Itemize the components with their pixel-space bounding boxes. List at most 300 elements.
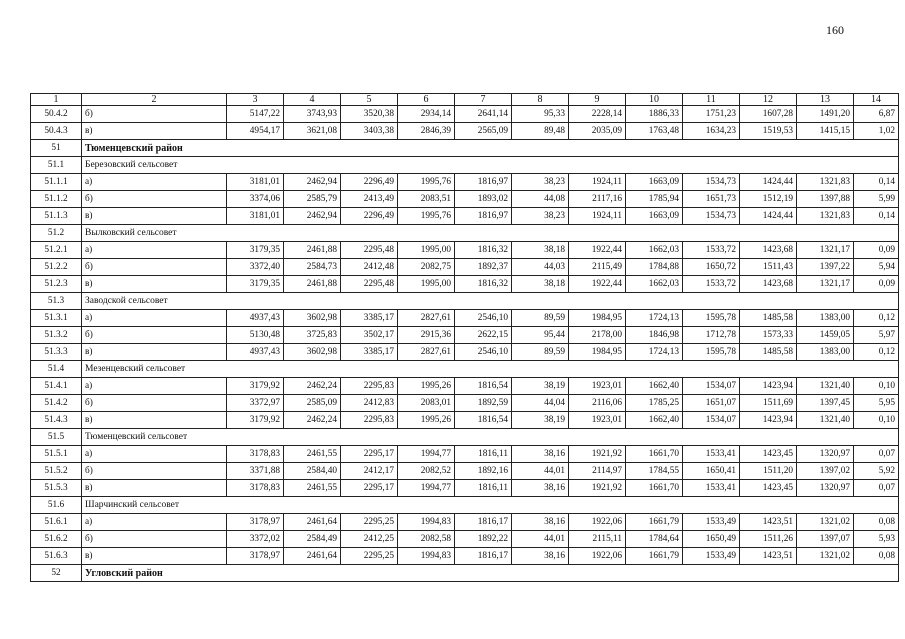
value-cell: 2082,58 — [398, 531, 455, 548]
value-cell: 1321,02 — [797, 514, 854, 531]
empty-cell — [740, 497, 797, 514]
column-number-cell: 13 — [797, 94, 854, 106]
row-label: а) — [82, 310, 227, 327]
table-row — [31, 463, 899, 480]
value-cell: 1534,73 — [683, 208, 740, 225]
row-code: 51.6.3 — [31, 548, 82, 565]
value-cell: 2915,36 — [398, 327, 455, 344]
empty-cell — [227, 361, 284, 378]
value-cell: 1512,19 — [740, 191, 797, 208]
table-row — [31, 446, 899, 463]
value-cell: 3502,17 — [341, 327, 398, 344]
empty-cell — [341, 361, 398, 378]
value-cell: 89,59 — [512, 344, 569, 361]
value-cell: 2295,17 — [341, 446, 398, 463]
page-number: 160 — [826, 23, 844, 37]
empty-cell — [512, 361, 569, 378]
value-cell: 1662,40 — [626, 378, 683, 395]
empty-cell — [626, 497, 683, 514]
empty-cell — [740, 361, 797, 378]
empty-cell — [797, 140, 854, 157]
value-cell: 5147,22 — [227, 106, 284, 123]
value-cell: 2295,83 — [341, 378, 398, 395]
council-heading-row — [31, 429, 899, 446]
value-cell: 0,12 — [854, 344, 899, 361]
empty-cell — [683, 293, 740, 310]
value-cell: 1923,01 — [569, 378, 626, 395]
empty-cell — [683, 157, 740, 174]
empty-cell — [854, 225, 899, 242]
value-cell: 3179,92 — [227, 378, 284, 395]
value-cell: 95,44 — [512, 327, 569, 344]
empty-cell — [797, 225, 854, 242]
value-cell: 1650,49 — [683, 531, 740, 548]
row-label: в) — [82, 548, 227, 565]
value-cell: 1763,48 — [626, 123, 683, 140]
value-cell: 2461,64 — [284, 548, 341, 565]
value-cell: 1533,72 — [683, 242, 740, 259]
value-cell: 2461,55 — [284, 446, 341, 463]
row-label: б) — [82, 327, 227, 344]
value-cell: 44,04 — [512, 395, 569, 412]
empty-cell — [626, 157, 683, 174]
value-cell: 38,16 — [512, 446, 569, 463]
value-cell: 0,10 — [854, 378, 899, 395]
empty-cell — [512, 565, 569, 582]
value-cell: 1886,33 — [626, 106, 683, 123]
value-cell: 3178,97 — [227, 514, 284, 531]
value-cell: 1397,07 — [797, 531, 854, 548]
value-cell: 2462,24 — [284, 412, 341, 429]
value-cell: 3372,40 — [227, 259, 284, 276]
row-label: в) — [82, 344, 227, 361]
value-cell: 1994,83 — [398, 548, 455, 565]
empty-cell — [227, 225, 284, 242]
value-cell: 1892,59 — [455, 395, 512, 412]
value-cell: 2412,17 — [341, 463, 398, 480]
empty-cell — [341, 497, 398, 514]
council-name: Березовский сельсовет — [82, 157, 227, 174]
row-code: 51.2.3 — [31, 276, 82, 293]
empty-cell — [854, 293, 899, 310]
council-heading-row — [31, 497, 899, 514]
empty-cell — [797, 293, 854, 310]
value-cell: 0,14 — [854, 208, 899, 225]
value-cell: 2934,14 — [398, 106, 455, 123]
empty-cell — [854, 565, 899, 582]
value-cell: 1921,92 — [569, 480, 626, 497]
column-number-cell: 5 — [341, 94, 398, 106]
value-cell: 1924,11 — [569, 174, 626, 191]
empty-cell — [227, 497, 284, 514]
row-code: 51.3.1 — [31, 310, 82, 327]
value-cell: 1922,06 — [569, 514, 626, 531]
value-cell: 2082,75 — [398, 259, 455, 276]
value-cell: 1423,51 — [740, 514, 797, 531]
row-code: 51.3 — [31, 293, 82, 310]
value-cell: 3181,01 — [227, 208, 284, 225]
empty-cell — [569, 565, 626, 582]
value-cell: 2846,39 — [398, 123, 455, 140]
empty-cell — [683, 361, 740, 378]
value-cell: 38,18 — [512, 276, 569, 293]
value-cell: 1320,97 — [797, 446, 854, 463]
value-cell: 1485,58 — [740, 344, 797, 361]
value-cell: 2178,00 — [569, 327, 626, 344]
value-cell: 2585,79 — [284, 191, 341, 208]
empty-cell — [854, 140, 899, 157]
column-number-cell: 9 — [569, 94, 626, 106]
value-cell: 5,97 — [854, 327, 899, 344]
value-cell: 1511,20 — [740, 463, 797, 480]
table-row — [31, 344, 899, 361]
value-cell: 1816,11 — [455, 446, 512, 463]
table-row — [31, 514, 899, 531]
value-cell: 3621,08 — [284, 123, 341, 140]
value-cell: 1650,41 — [683, 463, 740, 480]
value-cell: 1533,49 — [683, 514, 740, 531]
value-cell: 1383,00 — [797, 344, 854, 361]
value-cell: 1924,11 — [569, 208, 626, 225]
value-cell: 1321,17 — [797, 242, 854, 259]
row-code: 51.5 — [31, 429, 82, 446]
empty-cell — [284, 293, 341, 310]
value-cell: 1995,26 — [398, 378, 455, 395]
value-cell: 1661,70 — [626, 480, 683, 497]
council-name: Шарчинский сельсовет — [82, 497, 227, 514]
value-cell: 38,18 — [512, 242, 569, 259]
value-cell: 1995,76 — [398, 208, 455, 225]
value-cell: 1816,11 — [455, 480, 512, 497]
value-cell: 38,23 — [512, 174, 569, 191]
value-cell: 2462,94 — [284, 208, 341, 225]
value-cell: 1573,33 — [740, 327, 797, 344]
row-label: а) — [82, 242, 227, 259]
empty-cell — [797, 497, 854, 514]
value-cell: 1397,45 — [797, 395, 854, 412]
empty-cell — [683, 225, 740, 242]
empty-cell — [740, 565, 797, 582]
value-cell: 1662,03 — [626, 242, 683, 259]
value-cell: 1724,13 — [626, 344, 683, 361]
value-cell: 1651,07 — [683, 395, 740, 412]
empty-cell — [398, 565, 455, 582]
empty-cell — [455, 293, 512, 310]
value-cell: 44,08 — [512, 191, 569, 208]
empty-cell — [341, 140, 398, 157]
empty-cell — [455, 565, 512, 582]
value-cell: 2584,40 — [284, 463, 341, 480]
column-number-cell: 1 — [31, 94, 82, 106]
table-row — [31, 276, 899, 293]
value-cell: 1661,79 — [626, 548, 683, 565]
value-cell: 1533,41 — [683, 446, 740, 463]
row-code: 50.4.3 — [31, 123, 82, 140]
table-row — [31, 208, 899, 225]
empty-cell — [227, 429, 284, 446]
value-cell: 0,07 — [854, 480, 899, 497]
value-cell: 3743,93 — [284, 106, 341, 123]
value-cell: 1424,44 — [740, 174, 797, 191]
table-body — [31, 106, 899, 582]
value-cell: 0,12 — [854, 310, 899, 327]
empty-cell — [512, 140, 569, 157]
empty-cell — [341, 157, 398, 174]
value-cell: 3181,01 — [227, 174, 284, 191]
empty-cell — [284, 497, 341, 514]
value-cell: 2083,01 — [398, 395, 455, 412]
value-cell: 3178,83 — [227, 446, 284, 463]
value-cell: 3178,83 — [227, 480, 284, 497]
empty-cell — [797, 361, 854, 378]
value-cell: 1423,68 — [740, 242, 797, 259]
value-cell: 38,23 — [512, 208, 569, 225]
row-label: а) — [82, 174, 227, 191]
table-row — [31, 480, 899, 497]
value-cell: 3372,02 — [227, 531, 284, 548]
value-cell: 0,08 — [854, 548, 899, 565]
value-cell: 1320,97 — [797, 480, 854, 497]
row-code: 51.3.2 — [31, 327, 82, 344]
value-cell: 1321,83 — [797, 208, 854, 225]
value-cell: 0,08 — [854, 514, 899, 531]
value-cell: 2295,83 — [341, 412, 398, 429]
council-heading-row — [31, 225, 899, 242]
empty-cell — [740, 140, 797, 157]
value-cell: 0,09 — [854, 276, 899, 293]
row-code: 51.1 — [31, 157, 82, 174]
value-cell: 1321,40 — [797, 378, 854, 395]
empty-cell — [455, 225, 512, 242]
empty-cell — [626, 293, 683, 310]
empty-cell — [227, 565, 284, 582]
value-cell: 1321,83 — [797, 174, 854, 191]
value-cell: 5,92 — [854, 463, 899, 480]
value-cell: 1995,76 — [398, 174, 455, 191]
council-name: Заводской сельсовет — [82, 293, 227, 310]
value-cell: 2461,64 — [284, 514, 341, 531]
value-cell: 2295,17 — [341, 480, 398, 497]
value-cell: 1785,25 — [626, 395, 683, 412]
value-cell: 38,16 — [512, 548, 569, 565]
row-label: б) — [82, 106, 227, 123]
value-cell: 1816,97 — [455, 174, 512, 191]
value-cell: 1485,58 — [740, 310, 797, 327]
value-cell: 3179,35 — [227, 276, 284, 293]
council-name: Мезенцевский сельсовет — [82, 361, 227, 378]
value-cell: 1533,49 — [683, 548, 740, 565]
table-row — [31, 548, 899, 565]
value-cell: 2461,55 — [284, 480, 341, 497]
value-cell: 3385,17 — [341, 310, 398, 327]
table-row — [31, 395, 899, 412]
value-cell: 1595,78 — [683, 344, 740, 361]
empty-cell — [455, 361, 512, 378]
empty-cell — [797, 157, 854, 174]
value-cell: 1650,72 — [683, 259, 740, 276]
empty-cell — [512, 497, 569, 514]
value-cell: 1415,15 — [797, 123, 854, 140]
empty-cell — [683, 140, 740, 157]
value-cell: 2827,61 — [398, 344, 455, 361]
value-cell: 3520,38 — [341, 106, 398, 123]
empty-cell — [227, 157, 284, 174]
value-cell: 3372,97 — [227, 395, 284, 412]
empty-cell — [398, 157, 455, 174]
empty-cell — [284, 157, 341, 174]
value-cell: 89,59 — [512, 310, 569, 327]
value-cell: 1534,73 — [683, 174, 740, 191]
row-code: 51.1.1 — [31, 174, 82, 191]
value-cell: 1651,73 — [683, 191, 740, 208]
value-cell: 2462,94 — [284, 174, 341, 191]
district-heading-row — [31, 140, 899, 157]
value-cell: 1533,72 — [683, 276, 740, 293]
empty-cell — [683, 429, 740, 446]
value-cell: 1994,77 — [398, 446, 455, 463]
value-cell: 3179,35 — [227, 242, 284, 259]
value-cell: 1533,41 — [683, 480, 740, 497]
value-cell: 2584,49 — [284, 531, 341, 548]
row-label: б) — [82, 463, 227, 480]
value-cell: 0,09 — [854, 242, 899, 259]
empty-cell — [569, 429, 626, 446]
row-label: в) — [82, 276, 227, 293]
value-cell: 1663,09 — [626, 208, 683, 225]
table-row — [31, 174, 899, 191]
table-row — [31, 191, 899, 208]
value-cell: 1922,44 — [569, 276, 626, 293]
column-number-cell: 3 — [227, 94, 284, 106]
value-cell: 44,03 — [512, 259, 569, 276]
value-cell: 0,14 — [854, 174, 899, 191]
value-cell: 5,93 — [854, 531, 899, 548]
table-row — [31, 123, 899, 140]
value-cell: 1595,78 — [683, 310, 740, 327]
empty-cell — [455, 140, 512, 157]
value-cell: 2546,10 — [455, 344, 512, 361]
value-cell: 5,99 — [854, 191, 899, 208]
value-cell: 1724,13 — [626, 310, 683, 327]
value-cell: 1519,53 — [740, 123, 797, 140]
value-cell: 1892,16 — [455, 463, 512, 480]
value-cell: 3725,83 — [284, 327, 341, 344]
value-cell: 0,10 — [854, 412, 899, 429]
row-code: 51.1.2 — [31, 191, 82, 208]
district-heading-row — [31, 565, 899, 582]
value-cell: 1785,94 — [626, 191, 683, 208]
value-cell: 1,02 — [854, 123, 899, 140]
value-cell: 1922,44 — [569, 242, 626, 259]
value-cell: 2295,48 — [341, 276, 398, 293]
value-cell: 1893,02 — [455, 191, 512, 208]
value-cell: 1816,97 — [455, 208, 512, 225]
value-cell: 1511,69 — [740, 395, 797, 412]
empty-cell — [797, 429, 854, 446]
council-heading-row — [31, 157, 899, 174]
value-cell: 1423,94 — [740, 378, 797, 395]
value-cell: 38,19 — [512, 412, 569, 429]
row-label: б) — [82, 531, 227, 548]
value-cell: 1921,92 — [569, 446, 626, 463]
value-cell: 1423,51 — [740, 548, 797, 565]
value-cell: 1423,45 — [740, 446, 797, 463]
value-cell: 2584,73 — [284, 259, 341, 276]
row-code: 51.6.1 — [31, 514, 82, 531]
value-cell: 2114,97 — [569, 463, 626, 480]
column-number-cell: 10 — [626, 94, 683, 106]
value-cell: 3179,92 — [227, 412, 284, 429]
value-cell: 2565,09 — [455, 123, 512, 140]
value-cell: 1491,20 — [797, 106, 854, 123]
row-label: в) — [82, 480, 227, 497]
empty-cell — [569, 293, 626, 310]
column-number-cell: 4 — [284, 94, 341, 106]
table-row — [31, 412, 899, 429]
empty-cell — [683, 497, 740, 514]
value-cell: 1784,64 — [626, 531, 683, 548]
row-label: в) — [82, 208, 227, 225]
value-cell: 2295,48 — [341, 242, 398, 259]
empty-cell — [284, 361, 341, 378]
row-code: 51.4.3 — [31, 412, 82, 429]
empty-cell — [455, 157, 512, 174]
value-cell: 6,87 — [854, 106, 899, 123]
value-cell: 2641,14 — [455, 106, 512, 123]
value-cell: 1984,95 — [569, 310, 626, 327]
row-label: в) — [82, 412, 227, 429]
value-cell: 1661,70 — [626, 446, 683, 463]
value-cell: 2116,06 — [569, 395, 626, 412]
value-cell: 1397,22 — [797, 259, 854, 276]
value-cell: 1321,17 — [797, 276, 854, 293]
empty-cell — [569, 140, 626, 157]
empty-cell — [626, 429, 683, 446]
row-label: б) — [82, 395, 227, 412]
table-row — [31, 242, 899, 259]
value-cell: 1922,06 — [569, 548, 626, 565]
row-code: 51.5.2 — [31, 463, 82, 480]
council-name: Тюменцевский сельсовет — [82, 429, 227, 446]
column-number-row — [31, 94, 899, 106]
value-cell: 89,48 — [512, 123, 569, 140]
empty-cell — [398, 361, 455, 378]
row-code: 50.4.2 — [31, 106, 82, 123]
row-code: 51.2.2 — [31, 259, 82, 276]
value-cell: 1661,79 — [626, 514, 683, 531]
value-cell: 1607,28 — [740, 106, 797, 123]
empty-cell — [227, 293, 284, 310]
empty-cell — [740, 293, 797, 310]
value-cell: 1923,01 — [569, 412, 626, 429]
value-cell: 2296,49 — [341, 174, 398, 191]
column-number-cell: 12 — [740, 94, 797, 106]
row-code: 51.6 — [31, 497, 82, 514]
value-cell: 1511,43 — [740, 259, 797, 276]
value-cell: 2827,61 — [398, 310, 455, 327]
value-cell: 3602,98 — [284, 310, 341, 327]
row-code: 51.5.3 — [31, 480, 82, 497]
value-cell: 1534,07 — [683, 412, 740, 429]
value-cell: 44,01 — [512, 463, 569, 480]
value-cell: 2295,25 — [341, 514, 398, 531]
column-number-cell: 2 — [82, 94, 227, 106]
tariff-table — [30, 93, 899, 582]
value-cell: 2412,48 — [341, 259, 398, 276]
table-row — [31, 531, 899, 548]
row-label: а) — [82, 446, 227, 463]
empty-cell — [740, 157, 797, 174]
